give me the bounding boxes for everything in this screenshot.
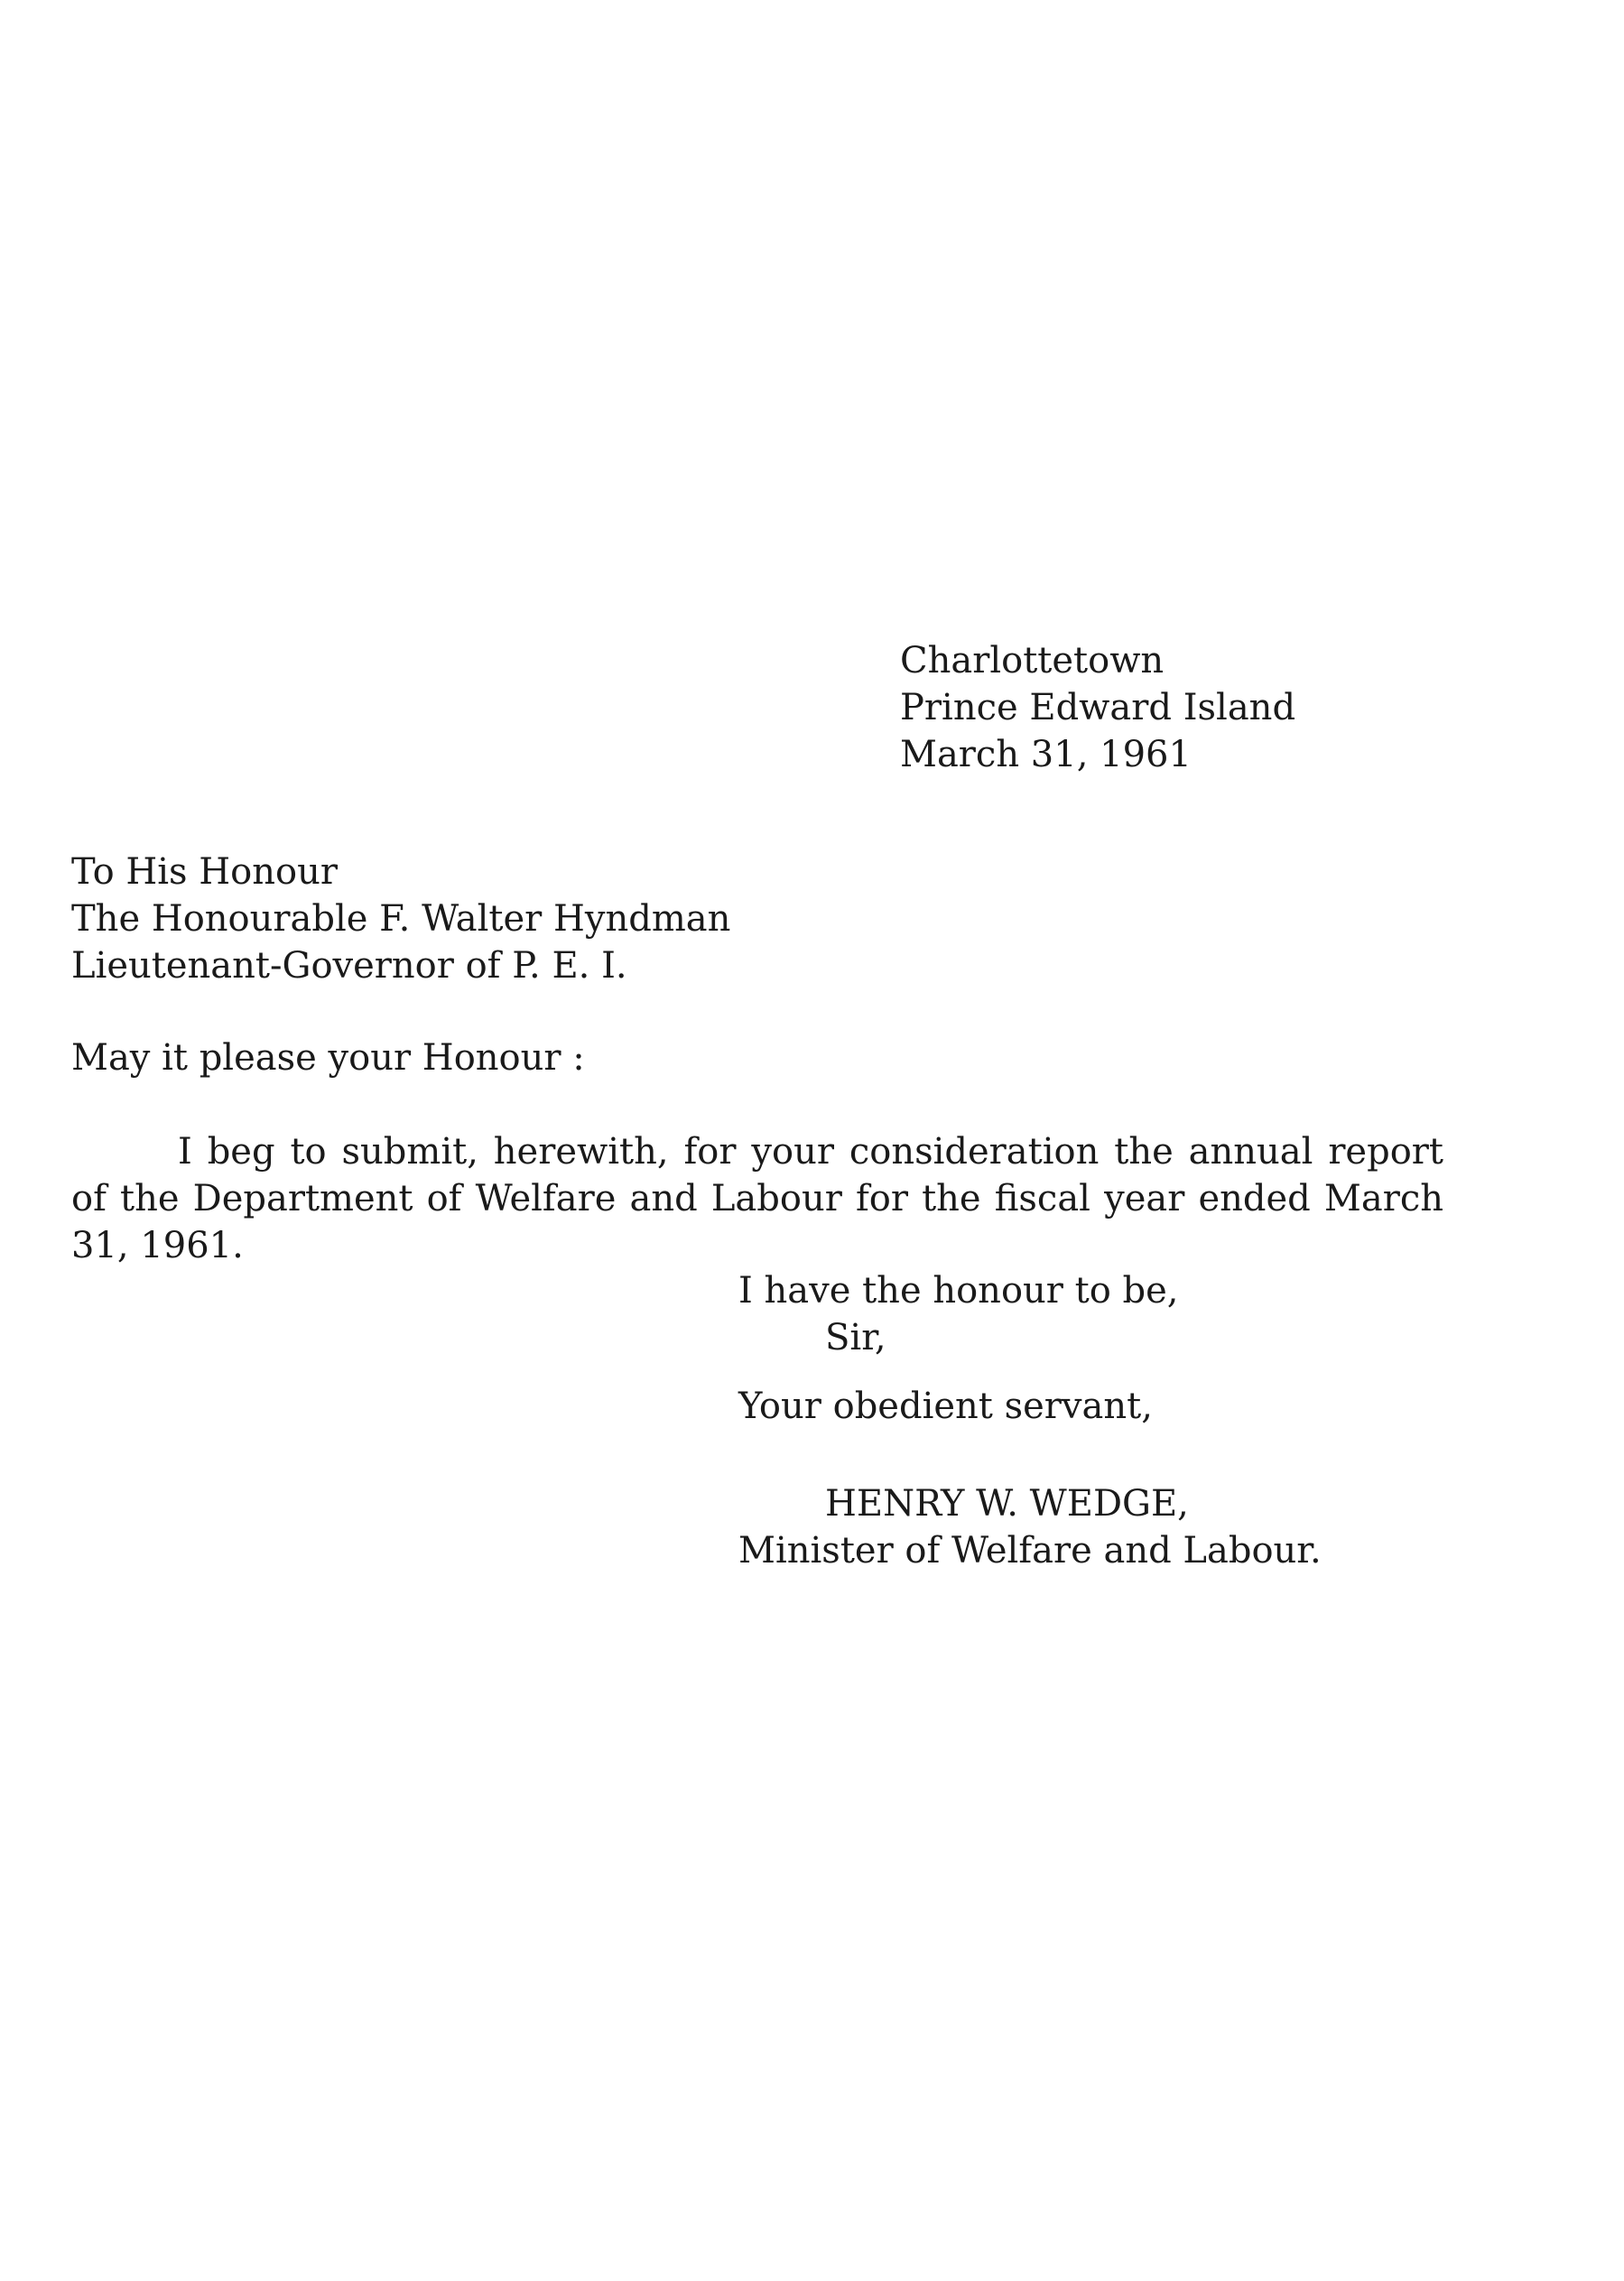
- body-line-1: I beg to submit, herewith, for your consideration the annual report: [178, 1131, 1443, 1173]
- signature-block: [738, 1480, 1322, 1574]
- address-line-2: The Honourable F. Walter Hyndman: [71, 898, 731, 940]
- salutation: [71, 1034, 585, 1081]
- closing: [738, 1267, 1178, 1430]
- dateline-date: March 31, 1961: [900, 734, 1192, 775]
- signatory-name: HENRY W. WEDGE,: [825, 1483, 1189, 1525]
- signatory-title: Minister of Welfare and Labour.: [738, 1530, 1322, 1572]
- closing-sir: Sir,: [825, 1317, 886, 1358]
- body-line-3: 31, 1961.: [71, 1225, 244, 1266]
- recipient-address: [71, 848, 730, 989]
- body-paragraph: [71, 1128, 1443, 1269]
- dateline-city: Charlottetown: [900, 640, 1165, 682]
- dateline: [900, 637, 1295, 778]
- dateline-province: Prince Edward Island: [900, 687, 1296, 728]
- body-line-2: of the Department of Welfare and Labour for the fiscal year ended March: [71, 1178, 1443, 1219]
- closing-line-1: I have the honour to be,: [738, 1270, 1179, 1312]
- closing-servant: Your obedient servant,: [738, 1386, 1153, 1427]
- address-line-1: To His Honour: [71, 851, 338, 893]
- salutation-text: May it please your Honour :: [71, 1037, 585, 1079]
- address-line-3: Lieutenant-Governor of P. E. I.: [71, 945, 627, 987]
